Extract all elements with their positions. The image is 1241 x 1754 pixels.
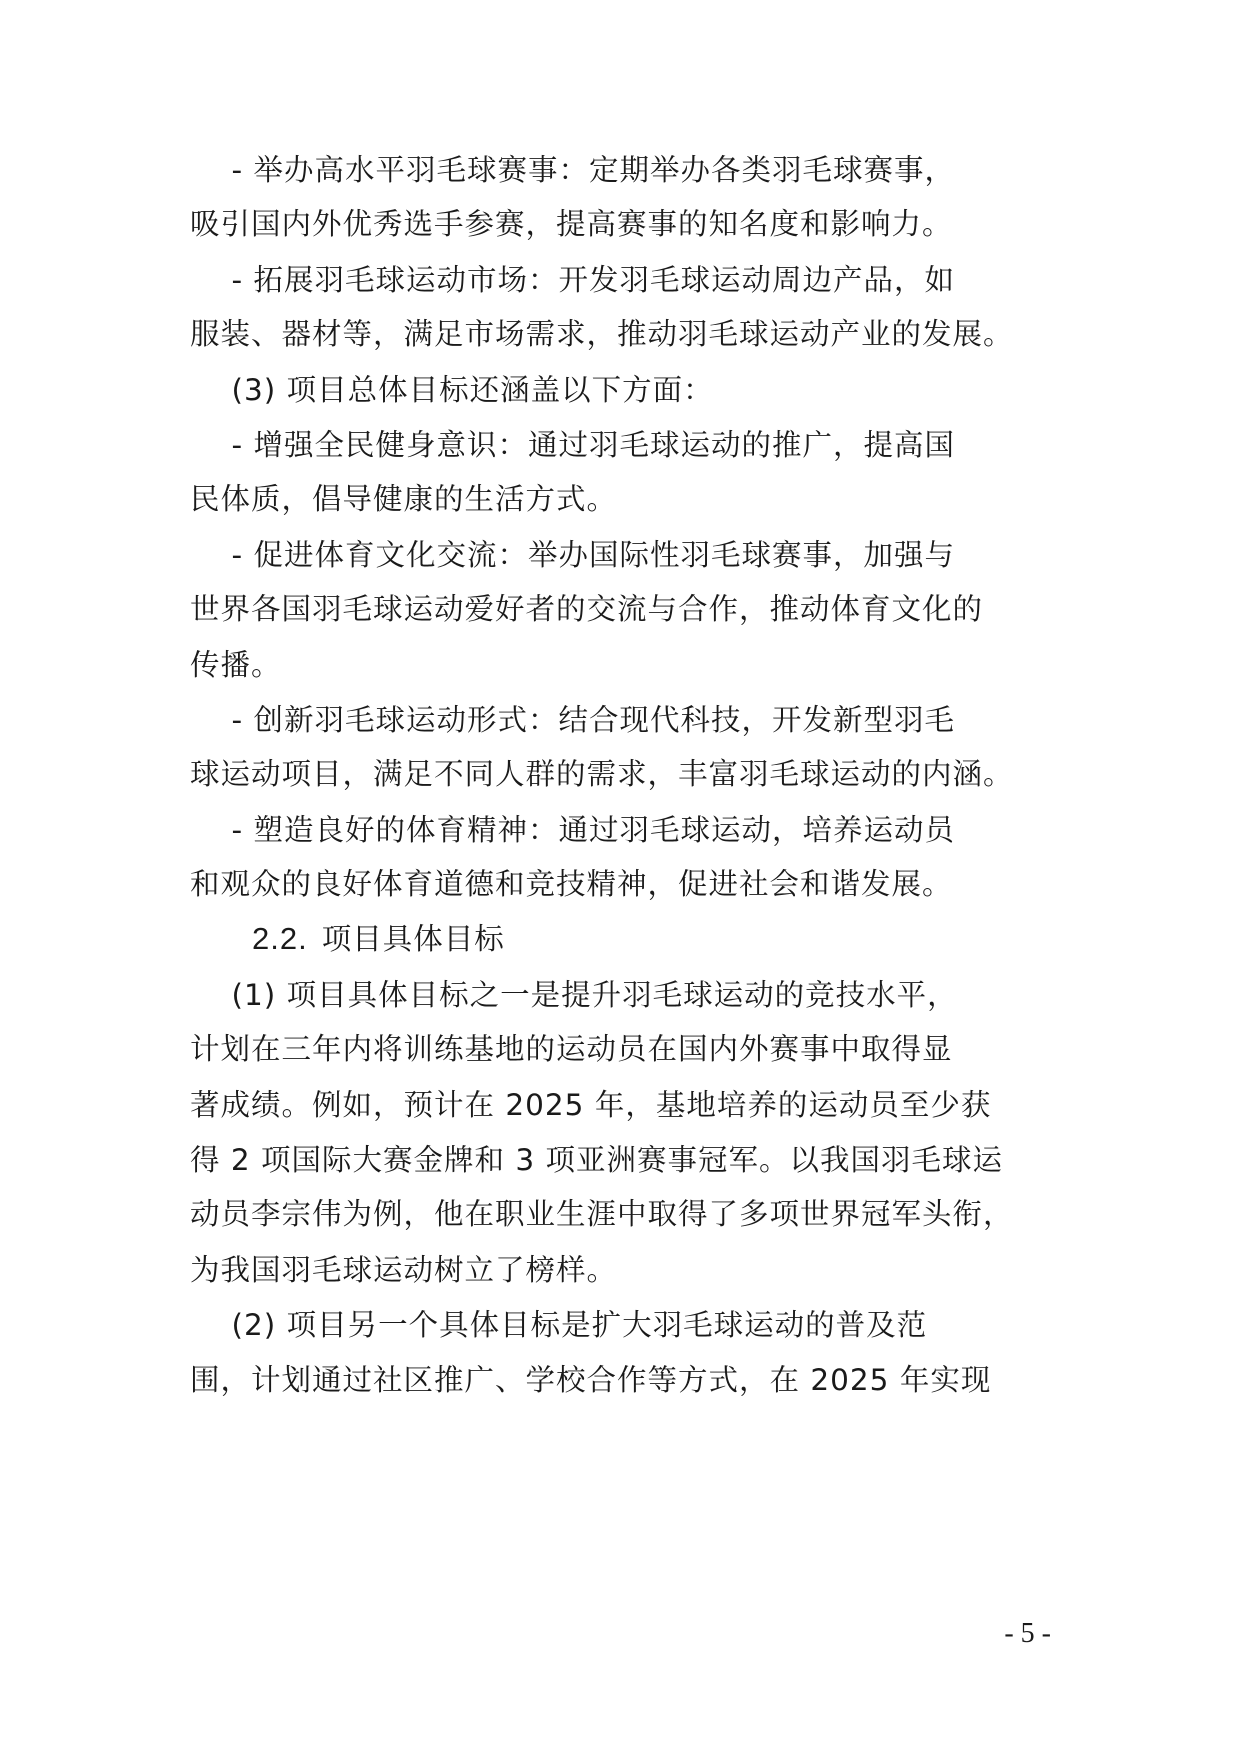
text-line: 吸引国内外优秀选手参赛，提高赛事的知名度和影响力。 [190, 207, 953, 241]
text-line: (2) 项目另一个具体目标是扩大羽毛球运动的普及范 [190, 1308, 928, 1342]
text-line: 传播。 [190, 648, 282, 682]
text-line: 民体质，倡导健康的生活方式。 [190, 482, 618, 516]
text-line: 和观众的良好体育道德和竞技精神，促进社会和谐发展。 [190, 867, 953, 901]
text-line: 为我国羽毛球运动树立了榜样。 [190, 1253, 618, 1287]
text-line: 球运动项目，满足不同人群的需求，丰富羽毛球运动的内涵。 [190, 757, 1014, 791]
section-heading [252, 919, 505, 959]
text-line: 得 2 项国际大赛金牌和 3 项亚洲赛事冠军。以我国羽毛球运 [190, 1143, 1004, 1177]
text-line: - 拓展羽毛球运动市场：开发羽毛球运动周边产品，如 [190, 263, 956, 297]
text-line: - 举办高水平羽毛球赛事：定期举办各类羽毛球赛事， [190, 153, 956, 187]
text-line: - 增强全民健身意识：通过羽毛球运动的推广，提高国 [190, 428, 956, 462]
text-line: - 创新羽毛球运动形式：结合现代科技，开发新型羽毛 [190, 703, 956, 737]
text-line: 围，计划通过社区推广、学校合作等方式，在 2025 年实现 [190, 1363, 992, 1397]
text-line: 计划在三年内将训练基地的运动员在国内外赛事中取得显 [190, 1032, 953, 1066]
page-number: - 5 - [1004, 1618, 1051, 1649]
text-line: - 促进体育文化交流：举办国际性羽毛球赛事，加强与 [190, 538, 956, 572]
text-line: - 塑造良好的体育精神：通过羽毛球运动，培养运动员 [190, 813, 956, 847]
section-number: 2.2. [252, 921, 308, 956]
text-line: (3) 项目总体目标还涵盖以下方面： [190, 373, 714, 407]
text-line: 世界各国羽毛球运动爱好者的交流与合作，推动体育文化的 [190, 592, 984, 626]
section-title: 项目具体目标 [321, 922, 505, 956]
text-line: (1) 项目具体目标之一是提升羽毛球运动的竞技水平， [190, 978, 958, 1012]
text-line: 服装、器材等，满足市场需求，推动羽毛球运动产业的发展。 [190, 317, 1014, 351]
text-line: 动员李宗伟为例，他在职业生涯中取得了多项世界冠军头衔， [190, 1197, 1014, 1231]
text-line: 著成绩。例如，预计在 2025 年，基地培养的运动员至少获 [190, 1088, 992, 1122]
